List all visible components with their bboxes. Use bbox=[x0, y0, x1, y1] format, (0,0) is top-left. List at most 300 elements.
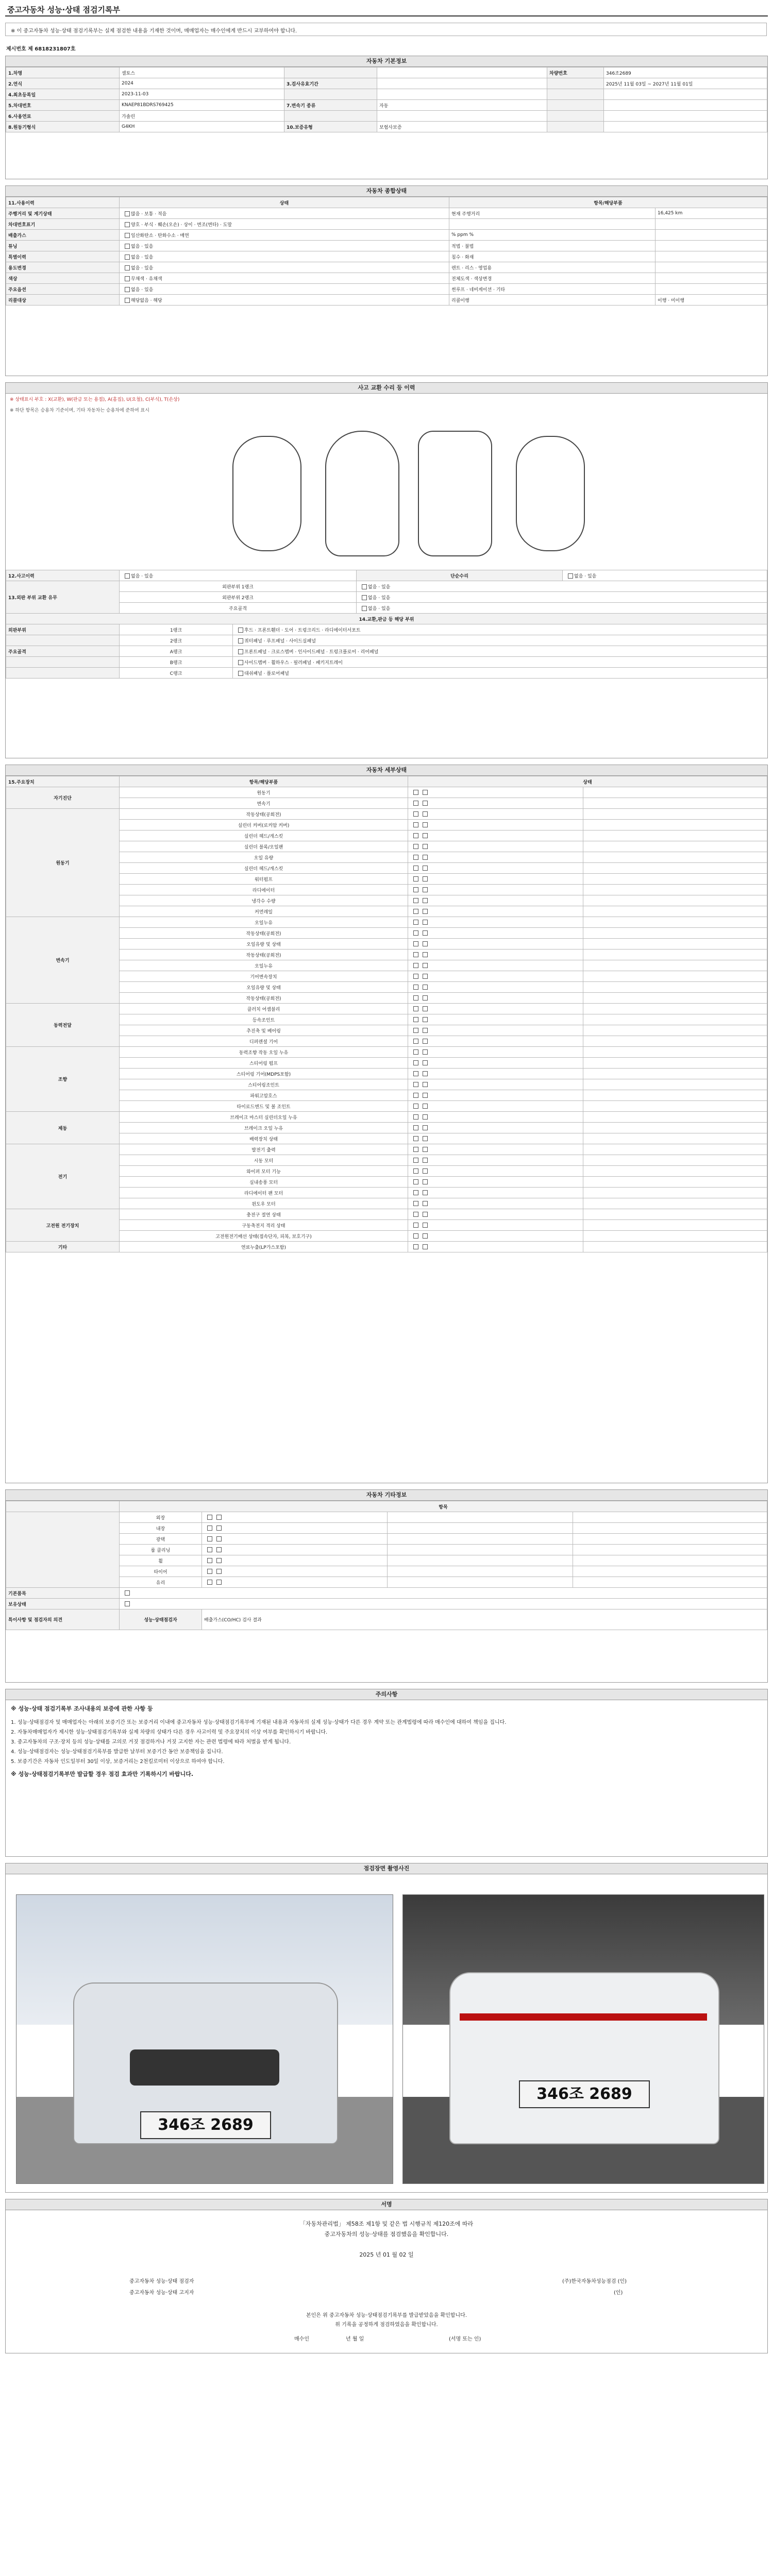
device-extra bbox=[583, 1209, 767, 1220]
field-label: 1.차명 bbox=[6, 67, 120, 78]
general-state-heading: 자동차 종합상태 bbox=[6, 186, 767, 197]
checkbox[interactable] bbox=[413, 952, 418, 957]
device-state bbox=[408, 874, 583, 885]
checkbox[interactable] bbox=[413, 1179, 418, 1184]
table-row bbox=[6, 1036, 767, 1047]
device-state bbox=[408, 993, 583, 1004]
state-text: 없음 · 있음 bbox=[131, 255, 154, 260]
checkbox[interactable] bbox=[413, 1039, 418, 1044]
device-state bbox=[408, 852, 583, 863]
table-row bbox=[6, 960, 767, 971]
table-row bbox=[6, 1231, 767, 1242]
checkbox[interactable] bbox=[238, 671, 243, 676]
device-extra bbox=[583, 939, 767, 950]
device-extra bbox=[583, 928, 767, 939]
device-item: 오일 유량 bbox=[120, 852, 408, 863]
checkbox[interactable] bbox=[413, 822, 418, 827]
item-label: 주요옵션 bbox=[6, 284, 120, 295]
checkbox[interactable] bbox=[207, 1526, 212, 1531]
cert-number: 제시번호 제 6818231807호 bbox=[6, 46, 76, 52]
table-row bbox=[6, 1155, 767, 1166]
other-item: 타이어 bbox=[120, 1566, 202, 1577]
table-row bbox=[6, 67, 767, 78]
checkbox[interactable] bbox=[423, 1158, 428, 1163]
device-extra bbox=[583, 1123, 767, 1133]
item-note: 썬루프 · 네비게이션 · 기타 bbox=[449, 284, 656, 295]
accident-table: 12.사고이력 없음 · 있음 단순수리 없음 · 있음 13.외판 부위 교환 유무 외판부위 1랭크 없음 · 있음 외판부위 2랭크 없음 · 있음 주요골격 없음 · 있음 14.교환,판금 등 해당 부위 외판부위 1랭크 후드 · 프론트휀더 · 도어 · 트렁크리드 · 라디에이터서포트 2랭크 쿼터패널 · 루프패널 · 사이드실패널 주요골격 A랭크 프론트패널 · 크로스멤버 · 인사이드패널 · 트렁크플로어 · 리어패널 B랭크 사이드멤버 · 휠하우스 · 필러패널 · 패키지트레이 C랭크 대쉬패널 · 플로어패널 bbox=[6, 570, 767, 679]
checkbox[interactable] bbox=[423, 974, 428, 979]
checkbox[interactable] bbox=[413, 1006, 418, 1011]
field-value bbox=[377, 111, 547, 122]
detail-heading: 자동차 세부상태 bbox=[6, 765, 767, 776]
part-rank: C랭크 bbox=[120, 668, 233, 679]
photos-section bbox=[5, 1863, 768, 2193]
license-plate: 346조 2689 bbox=[140, 2111, 271, 2139]
table-row bbox=[6, 635, 767, 646]
device-extra bbox=[583, 809, 767, 820]
state-text: 해당없음 · 해당 bbox=[131, 298, 162, 303]
device-state bbox=[408, 982, 583, 993]
checkbox[interactable] bbox=[413, 1147, 418, 1152]
field-label bbox=[284, 67, 377, 78]
checkbox[interactable] bbox=[568, 573, 573, 579]
state-text: 없음 · 있음 bbox=[131, 244, 154, 249]
checkbox[interactable] bbox=[423, 963, 428, 968]
checkbox[interactable] bbox=[423, 1147, 428, 1152]
checkbox[interactable] bbox=[423, 995, 428, 1001]
item-label: 용도변경 bbox=[6, 262, 120, 273]
device-item: 스티어링조인트 bbox=[120, 1079, 408, 1090]
part-text: 후드 · 프론트휀더 · 도어 · 트렁크리드 · 라디에이터서포트 bbox=[244, 628, 361, 633]
table-row bbox=[6, 885, 767, 895]
device-extra bbox=[583, 1177, 767, 1188]
item-note: 리콜이행 bbox=[449, 295, 656, 306]
checkbox[interactable] bbox=[125, 287, 130, 292]
checkbox[interactable] bbox=[423, 1212, 428, 1217]
table-row bbox=[6, 122, 767, 132]
checkbox[interactable] bbox=[423, 1168, 428, 1174]
device-state bbox=[408, 895, 583, 906]
table-row bbox=[6, 1047, 767, 1058]
device-item: 냉각수 수량 bbox=[120, 895, 408, 906]
device-state bbox=[408, 1014, 583, 1025]
checkbox[interactable] bbox=[413, 1244, 418, 1249]
signature-heading: 서명 bbox=[6, 2199, 767, 2210]
item-value bbox=[656, 251, 767, 262]
checkbox[interactable] bbox=[413, 1201, 418, 1206]
checkbox[interactable] bbox=[423, 855, 428, 860]
device-item: 워터펌프 bbox=[120, 874, 408, 885]
checkbox[interactable] bbox=[413, 1071, 418, 1076]
checkbox[interactable] bbox=[413, 1114, 418, 1120]
checkbox[interactable] bbox=[413, 930, 418, 936]
device-extra bbox=[583, 1231, 767, 1242]
notice-box bbox=[5, 23, 767, 36]
device-state bbox=[408, 906, 583, 917]
table-row bbox=[6, 1079, 767, 1090]
part-group bbox=[6, 657, 120, 668]
checkbox[interactable] bbox=[423, 1017, 428, 1022]
device-group: 기타 bbox=[6, 1242, 120, 1252]
table-row bbox=[6, 111, 767, 122]
caution-list bbox=[6, 1700, 767, 1782]
checkbox[interactable] bbox=[423, 1233, 428, 1239]
checkbox[interactable] bbox=[413, 1093, 418, 1098]
device-group: 원동기 bbox=[6, 809, 120, 917]
table-row bbox=[6, 1577, 767, 1588]
table-row bbox=[6, 928, 767, 939]
table-row bbox=[6, 646, 767, 657]
caution-section bbox=[5, 1689, 768, 1857]
checkbox[interactable] bbox=[413, 866, 418, 871]
field-value: 가솔린 bbox=[120, 111, 284, 122]
other-cell bbox=[388, 1555, 573, 1566]
table-row bbox=[6, 852, 767, 863]
checkbox[interactable] bbox=[413, 920, 418, 925]
checkbox[interactable] bbox=[423, 909, 428, 914]
checkbox[interactable] bbox=[413, 1158, 418, 1163]
device-state bbox=[408, 787, 583, 798]
checkbox[interactable] bbox=[413, 1082, 418, 1087]
checkbox[interactable] bbox=[413, 1125, 418, 1130]
basic-info-heading: 자동차 기본정보 bbox=[6, 56, 767, 67]
table-row bbox=[6, 787, 767, 798]
device-state bbox=[408, 928, 583, 939]
part-group: 외판부위 bbox=[6, 624, 120, 635]
checkbox[interactable] bbox=[413, 833, 418, 838]
title-divider bbox=[5, 15, 768, 16]
checkbox[interactable] bbox=[423, 1060, 428, 1065]
device-state bbox=[408, 1133, 583, 1144]
checkbox[interactable] bbox=[423, 985, 428, 990]
field-label bbox=[284, 89, 377, 100]
checkbox[interactable] bbox=[216, 1526, 222, 1531]
checkbox[interactable] bbox=[423, 898, 428, 903]
other-cell bbox=[573, 1545, 767, 1555]
field-value: G4KH bbox=[120, 122, 284, 132]
device-state bbox=[408, 841, 583, 852]
device-item: 기어변속장치 bbox=[120, 971, 408, 982]
other-item: 룸 클리닝 bbox=[120, 1545, 202, 1555]
checkbox[interactable] bbox=[238, 660, 243, 665]
checkbox[interactable] bbox=[125, 1601, 130, 1606]
device-extra bbox=[583, 1220, 767, 1231]
grille bbox=[130, 2049, 279, 2086]
part-list bbox=[233, 646, 767, 657]
part-list bbox=[233, 624, 767, 635]
item-value bbox=[656, 230, 767, 241]
checkbox[interactable] bbox=[362, 595, 367, 600]
device-item: 구동축전지 격리 상태 bbox=[120, 1220, 408, 1231]
checkbox[interactable] bbox=[413, 898, 418, 903]
checkbox[interactable] bbox=[413, 985, 418, 990]
checkbox[interactable] bbox=[238, 649, 243, 654]
table-row bbox=[6, 820, 767, 831]
table-row bbox=[6, 241, 767, 251]
table-row bbox=[6, 1523, 767, 1534]
checkbox[interactable] bbox=[207, 1547, 212, 1552]
device-extra bbox=[583, 831, 767, 841]
checkbox[interactable] bbox=[125, 265, 130, 270]
checkbox[interactable] bbox=[413, 1212, 418, 1217]
checkbox[interactable] bbox=[413, 887, 418, 892]
table-row bbox=[6, 1101, 767, 1112]
checkbox[interactable] bbox=[125, 255, 130, 260]
checkbox[interactable] bbox=[413, 811, 418, 817]
device-state bbox=[408, 1036, 583, 1047]
device-item: 작동상태(공회전) bbox=[120, 809, 408, 820]
checkbox[interactable] bbox=[423, 952, 428, 957]
checkbox[interactable] bbox=[216, 1515, 222, 1520]
checkbox[interactable] bbox=[423, 833, 428, 838]
col-item: 11.사용이력 bbox=[6, 197, 120, 208]
device-extra bbox=[583, 820, 767, 831]
checkbox[interactable] bbox=[413, 801, 418, 806]
notice-text: ※ 이 중고자동차 성능·상태 점검기록부는 실제 점검한 내용을 기재한 것이며, 매매업자는 매수인에게 반드시 교부하여야 합니다. bbox=[11, 28, 297, 34]
table-row bbox=[6, 262, 767, 273]
other-cell bbox=[388, 1523, 573, 1534]
table-row bbox=[6, 1534, 767, 1545]
device-item: 원동기 bbox=[120, 787, 408, 798]
device-state bbox=[408, 1004, 583, 1014]
checkbox[interactable] bbox=[413, 1233, 418, 1239]
table-row bbox=[6, 1166, 767, 1177]
checkbox[interactable] bbox=[423, 887, 428, 892]
item-label: 색상 bbox=[6, 273, 120, 284]
device-extra bbox=[583, 971, 767, 982]
checkbox[interactable] bbox=[423, 930, 428, 936]
checkbox[interactable] bbox=[423, 1136, 428, 1141]
device-item: 연료누출(LP가스포함) bbox=[120, 1242, 408, 1252]
checkbox[interactable] bbox=[413, 963, 418, 968]
state-text: 무채색 · 유채색 bbox=[131, 276, 162, 282]
checkbox[interactable] bbox=[423, 920, 428, 925]
item-note: 현재 주행거리 bbox=[449, 208, 656, 219]
device-extra bbox=[583, 950, 767, 960]
other-state bbox=[202, 1566, 388, 1577]
device-group: 전기 bbox=[6, 1144, 120, 1209]
other-item: 광택 bbox=[120, 1534, 202, 1545]
checkbox[interactable] bbox=[413, 941, 418, 946]
field-value bbox=[604, 100, 767, 111]
checkbox[interactable] bbox=[125, 222, 130, 227]
checkbox[interactable] bbox=[423, 1125, 428, 1130]
device-extra bbox=[583, 1144, 767, 1155]
checkbox[interactable] bbox=[125, 298, 130, 303]
checkbox[interactable] bbox=[423, 1201, 428, 1206]
checkbox[interactable] bbox=[413, 876, 418, 882]
checkbox[interactable] bbox=[125, 573, 130, 579]
device-item: 오일유량 및 상태 bbox=[120, 939, 408, 950]
checkbox[interactable] bbox=[413, 1028, 418, 1033]
item-label: 리콜대상 bbox=[6, 295, 120, 306]
device-extra bbox=[583, 1112, 767, 1123]
item-note: 전체도색 · 색상변경 bbox=[449, 273, 656, 284]
checkbox[interactable] bbox=[423, 1093, 428, 1098]
part-rank: 2랭크 bbox=[120, 635, 233, 646]
checkbox[interactable] bbox=[413, 1049, 418, 1055]
checkbox[interactable] bbox=[423, 1114, 428, 1120]
field-value: 2023-11-03 bbox=[120, 89, 284, 100]
checkbox[interactable] bbox=[423, 1049, 428, 1055]
checkbox[interactable] bbox=[423, 1039, 428, 1044]
table-row bbox=[6, 1144, 767, 1155]
item-state bbox=[120, 262, 449, 273]
checkbox[interactable] bbox=[207, 1558, 212, 1563]
checkbox[interactable] bbox=[125, 1590, 130, 1596]
checkbox[interactable] bbox=[207, 1536, 212, 1541]
device-item: 실린더 헤드/개스킷 bbox=[120, 831, 408, 841]
checkbox[interactable] bbox=[413, 844, 418, 849]
caution-line: 2. 자동차매매업자가 제시한 성능·상태점검기록부와 실제 차량의 상태가 다른 경우 사고이력 및 주요장치의 이상 여부를 확인하시기 바랍니다. bbox=[11, 1730, 328, 1735]
device-item: 시동 모터 bbox=[120, 1155, 408, 1166]
checkbox[interactable] bbox=[423, 866, 428, 871]
part-group bbox=[6, 668, 120, 679]
checkbox[interactable] bbox=[423, 1190, 428, 1195]
checkbox[interactable] bbox=[423, 876, 428, 882]
device-group: 동력전달 bbox=[6, 1004, 120, 1047]
checkbox[interactable] bbox=[125, 233, 130, 238]
device-extra bbox=[583, 906, 767, 917]
checkbox[interactable] bbox=[125, 244, 130, 249]
checkbox[interactable] bbox=[413, 1223, 418, 1228]
field-label bbox=[547, 122, 604, 132]
table-row bbox=[6, 798, 767, 809]
checkbox[interactable] bbox=[423, 1082, 428, 1087]
field-value bbox=[377, 67, 547, 78]
checkbox[interactable] bbox=[423, 790, 428, 795]
checkbox[interactable] bbox=[413, 1136, 418, 1141]
car-diagram bbox=[6, 415, 767, 570]
checkbox[interactable] bbox=[423, 941, 428, 946]
checkbox[interactable] bbox=[207, 1515, 212, 1520]
checkbox[interactable] bbox=[423, 1223, 428, 1228]
checkbox[interactable] bbox=[413, 790, 418, 795]
table-row bbox=[6, 971, 767, 982]
checkbox[interactable] bbox=[413, 1104, 418, 1109]
caution-line: 5. 보증기간은 자동차 인도일부터 30일 이상, 보증거리는 2천킬로미터 이상으로 하여야 합니다. bbox=[11, 1759, 225, 1765]
checkbox[interactable] bbox=[216, 1558, 222, 1563]
field-value: 보험사보증 bbox=[377, 122, 547, 132]
device-extra bbox=[583, 1166, 767, 1177]
checkbox[interactable] bbox=[238, 628, 243, 633]
field-value: 346조2689 bbox=[604, 67, 767, 78]
part-text: 프론트패널 · 크로스멤버 · 인사이드패널 · 트렁크플로어 · 리어패널 bbox=[244, 649, 379, 655]
device-extra bbox=[583, 787, 767, 798]
device-state bbox=[408, 1220, 583, 1231]
checkbox[interactable] bbox=[423, 1006, 428, 1011]
device-group: 조향 bbox=[6, 1047, 120, 1112]
checkbox[interactable] bbox=[238, 638, 243, 643]
item-label: 배출가스 bbox=[6, 230, 120, 241]
checkbox[interactable] bbox=[207, 1580, 212, 1585]
other-cell bbox=[573, 1555, 767, 1566]
part-group bbox=[6, 635, 120, 646]
caution-line: 3. 중고자동차의 구조·장치 등의 성능·상태를 고의로 거짓 점검하거나 거짓 고지한 자는 관련 법령에 따라 처벌을 받게 됩니다. bbox=[11, 1739, 291, 1745]
checkbox[interactable] bbox=[216, 1569, 222, 1574]
table-row bbox=[6, 831, 767, 841]
car-frame-view bbox=[418, 431, 492, 556]
checkbox[interactable] bbox=[423, 801, 428, 806]
device-item: 스티어링 기어(MDPS포함) bbox=[120, 1069, 408, 1079]
checkbox[interactable] bbox=[216, 1536, 222, 1541]
field-label: 4.최초등록일 bbox=[6, 89, 120, 100]
checkbox[interactable] bbox=[423, 1104, 428, 1109]
checkbox[interactable] bbox=[362, 584, 367, 589]
checkbox[interactable] bbox=[423, 811, 428, 817]
checkbox[interactable] bbox=[413, 1190, 418, 1195]
device-extra bbox=[583, 1014, 767, 1025]
checkbox[interactable] bbox=[362, 606, 367, 611]
checkbox[interactable] bbox=[413, 1060, 418, 1065]
table-row bbox=[6, 219, 767, 230]
checkbox[interactable] bbox=[413, 855, 418, 860]
item-value: 16,425 km bbox=[656, 208, 767, 219]
checkbox[interactable] bbox=[413, 995, 418, 1001]
device-item: 충전구 절연 상태 bbox=[120, 1209, 408, 1220]
other-state bbox=[202, 1555, 388, 1566]
checkbox[interactable] bbox=[423, 844, 428, 849]
checkbox[interactable] bbox=[423, 1244, 428, 1249]
rear-photo bbox=[402, 1894, 764, 2184]
device-item: 실린더 블록/오일팬 bbox=[120, 841, 408, 852]
other-item: 내장 bbox=[120, 1523, 202, 1534]
checkbox[interactable] bbox=[125, 276, 130, 281]
table-row bbox=[6, 917, 767, 928]
device-extra bbox=[583, 1242, 767, 1252]
checkbox[interactable] bbox=[413, 1017, 418, 1022]
table-row bbox=[6, 1123, 767, 1133]
field-value bbox=[604, 89, 767, 100]
checkbox[interactable] bbox=[207, 1569, 212, 1574]
field-value bbox=[377, 78, 547, 89]
field-label bbox=[284, 111, 377, 122]
other-cell bbox=[573, 1534, 767, 1545]
table-row bbox=[6, 1220, 767, 1231]
device-state bbox=[408, 939, 583, 950]
table-row bbox=[6, 251, 767, 262]
device-group: 변속기 bbox=[6, 917, 120, 1004]
other-item: 휠 bbox=[120, 1555, 202, 1566]
field-label bbox=[547, 111, 604, 122]
checkbox[interactable] bbox=[423, 1179, 428, 1184]
checkbox[interactable] bbox=[413, 974, 418, 979]
part-rank: 1랭크 bbox=[120, 624, 233, 635]
other-state bbox=[202, 1523, 388, 1534]
device-state bbox=[408, 798, 583, 809]
checkbox[interactable] bbox=[423, 822, 428, 827]
checkbox[interactable] bbox=[125, 211, 130, 216]
device-extra bbox=[583, 1047, 767, 1058]
field-label: 2.연식 bbox=[6, 78, 120, 89]
photos-heading: 점검장면 촬영사진 bbox=[6, 1863, 767, 1874]
checkbox[interactable] bbox=[216, 1547, 222, 1552]
item-label: 차대번호표기 bbox=[6, 219, 120, 230]
caution-line: 4. 성능·상태점검자는 성능·상태점검기록부를 발급한 날부터 보증기간 동안 보증책임을 집니다. bbox=[11, 1749, 223, 1755]
device-state bbox=[408, 1155, 583, 1166]
checkbox[interactable] bbox=[413, 1168, 418, 1174]
item-state bbox=[120, 251, 449, 262]
checkbox[interactable] bbox=[413, 909, 418, 914]
table-row bbox=[6, 295, 767, 306]
field-label: 8.원동기형식 bbox=[6, 122, 120, 132]
checkbox[interactable] bbox=[423, 1028, 428, 1033]
checkbox[interactable] bbox=[216, 1580, 222, 1585]
part-text: 사이드멤버 · 휠하우스 · 필러패널 · 패키지트레이 bbox=[244, 660, 343, 666]
other-cell bbox=[388, 1545, 573, 1555]
checkbox[interactable] bbox=[423, 1071, 428, 1076]
device-state bbox=[408, 960, 583, 971]
